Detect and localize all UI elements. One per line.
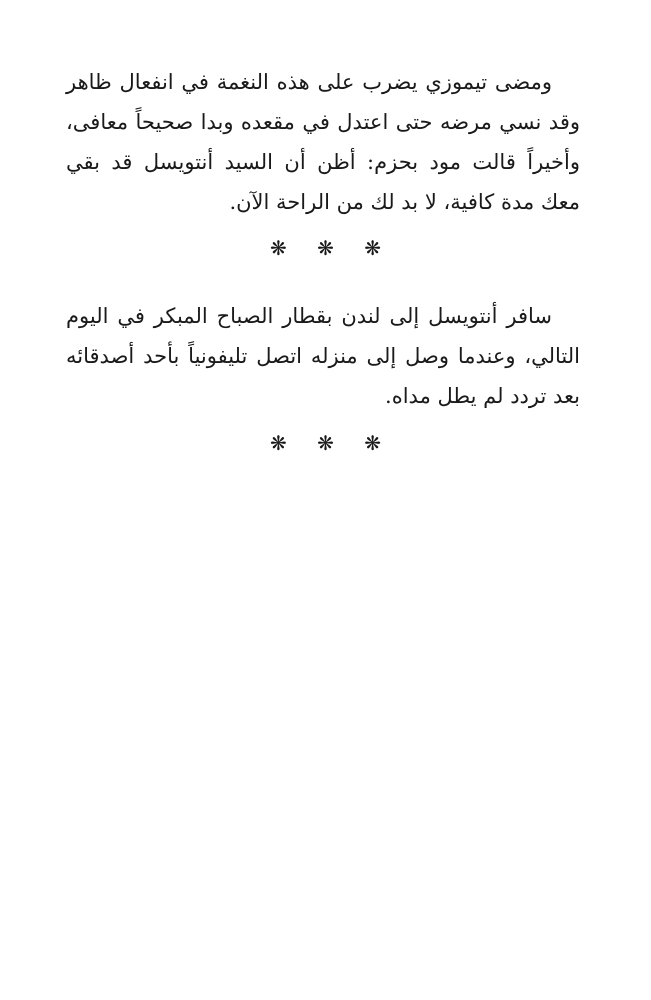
asterism-mark: ❋ — [317, 236, 334, 260]
section-separator-1 — [0, 236, 651, 260]
asterism-mark: ❋ — [269, 236, 287, 260]
asterism-mark: ❋ — [317, 431, 334, 455]
asterism-mark: ❋ — [364, 431, 381, 455]
asterism-mark: ❋ — [269, 431, 287, 455]
paragraph-2: سافر أنتويسل إلى لندن بقطار الصباح المبكر في اليوم التالي، وعندما وصل إلى منزله اتصل تليفونياً بأحد أصدقائه بعد تردد لم يطل مداه. — [66, 304, 580, 408]
paragraph-1: ومضى تيموزي يضرب على هذه النغمة في انفعال ظاهر وقد نسي مرضه حتى اعتدل في مقعده وبدا صحيحاً معافى، وأخيراً قالت مود بحزم: أظن أن السيد أنتويسل قد بقي معك مدة كافية، لا بد لك من الراحة الآن. — [66, 70, 580, 214]
section-separator-2 — [0, 431, 651, 455]
asterism-mark: ❋ — [364, 236, 381, 260]
